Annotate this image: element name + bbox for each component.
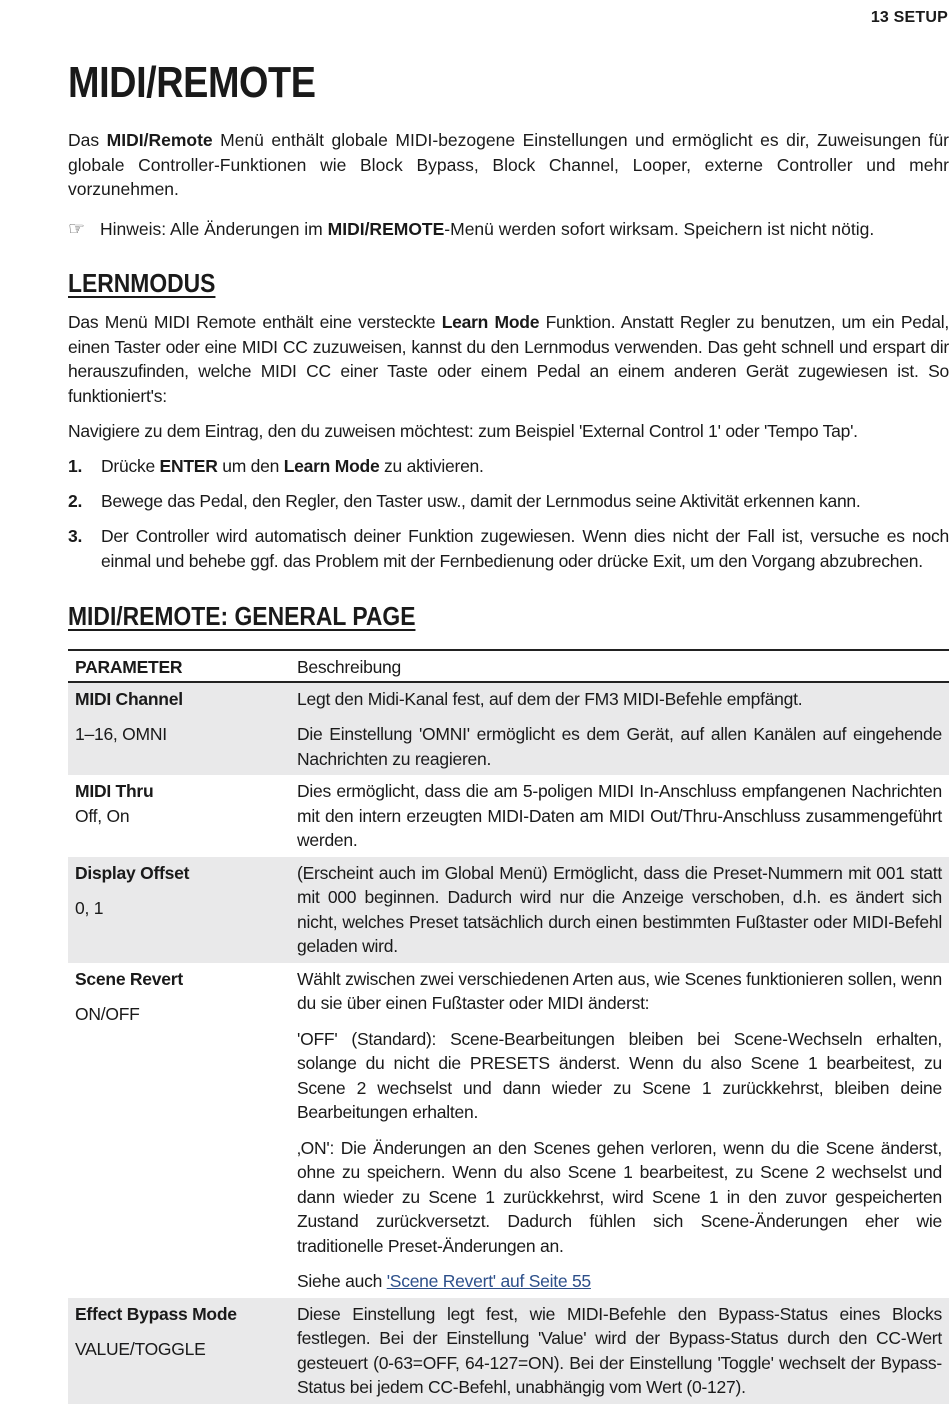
column-header-description: Beschreibung <box>290 650 949 682</box>
table-row <box>68 963 949 1298</box>
learn-paragraph-1 <box>68 310 949 408</box>
intro-paragraph <box>68 128 949 202</box>
step-number: 1. <box>68 456 83 476</box>
learn-p1-bold: Learn Mode <box>441 312 540 332</box>
table-row <box>68 857 949 963</box>
description-text: Diese Einstellung legt fest, wie MIDI-Befehle den Bypass-Status eines Blocks festlegen. Bei der Einstellung 'Value' wird der Bypass-Status durch den CC-Wert gesteuert (0-63=OFF, 64-127=ON). Bei der Einstellung 'Toggle' wechselt der Bypass-Status bei jedem CC-Befehl, unabhängig vom Wert (0-127). <box>297 1303 942 1397</box>
step-text: Bewege das Pedal, den Regler, den Taster usw., damit der Lernmodus seine Aktivität erkennen kann. <box>101 491 861 511</box>
step-text-mid: um den <box>217 456 284 476</box>
description-text: (Erscheint auch im Global Menü) Ermöglicht, dass die Preset-Nummern mit 001 statt mit 000 beginnen. Dadurch wird nur die Anzeige verschoben, d.h. es ändert sich nicht, welches Preset tatsächlich durch einen bestimmten Fußtaster oder MIDI-Befehl geladen wird. <box>297 862 942 956</box>
param-values: VALUE/TOGGLE <box>75 1339 206 1359</box>
column-header-parameter: PARAMETER <box>68 650 290 682</box>
description-text: 'OFF' (Standard): Scene-Bearbeitungen bleiben bei Scene-Wechseln erhalten, solange du nicht die PRESETS änderst. Wenn du also Scene 1 bearbeitest, zu Scene 2 wechselst und dann wieder zu Scene 1 zurückkehrst, bleiben deine Bearbeitungen erhalten. <box>297 1028 942 1122</box>
learn-paragraph-2: Navigiere zu dem Eintrag, den du zuweisen möchtest: zum Beispiel 'External Control 1' oder 'Tempo Tap'. <box>68 421 858 441</box>
param-values: 0, 1 <box>75 898 104 918</box>
list-item <box>68 454 949 479</box>
learn-p1-pre: Das Menü MIDI Remote enthält eine versteckte <box>68 312 442 332</box>
param-name: MIDI Thru <box>75 781 154 801</box>
step-text-pre: Drücke <box>101 456 160 476</box>
list-item <box>68 524 949 573</box>
param-cell <box>68 775 290 857</box>
chapter-header: 13 SETUP <box>870 9 948 26</box>
note-bold: MIDI/REMOTE <box>327 219 445 239</box>
description-text: Die Einstellung 'OMNI' ermöglicht es dem Gerät, auf allen Kanälen auf eingehende Nachrichten zu reagieren. <box>297 724 942 769</box>
note-text-pre: Hinweis: Alle Änderungen im <box>100 219 328 239</box>
description-text: Dies ermöglicht, dass die am 5-poligen MIDI In-Anschluss empfangenen Nachrichten mit den intern erzeugten MIDI-Daten am MIDI Out/Thru-Anschluss zusammengeführt werden. <box>297 781 942 850</box>
param-name: Display Offset <box>75 862 190 883</box>
intro-bold: MIDI/Remote <box>106 130 213 150</box>
param-values: Off, On <box>75 805 130 826</box>
description-cell <box>290 1298 949 1404</box>
see-also-line <box>297 1269 942 1294</box>
description-cell <box>290 963 949 1298</box>
list-item <box>68 489 949 514</box>
param-values: 1–16, OMNI <box>75 724 167 744</box>
table-row <box>68 775 949 857</box>
description-text: ‚ON': Die Änderungen an den Scenes gehen verloren, wenn du die Scene änderst, ohne zu speichern. Wenn du also Scene 1 bearbeitest, zu Scene 2 wechselst und dann wieder zu Scene 1 zurückkehrst, wird Scene 1 in den zuvor gespeicherten Zustand zurückversetzt. Dadurch fühlen sich Scene-Änderungen eher wie traditionelle Preset-Änderungen an. <box>297 1137 942 1256</box>
param-name: Effect Bypass Mode <box>75 1303 237 1324</box>
param-cell <box>68 963 290 1298</box>
param-values: ON/OFF <box>75 1004 140 1024</box>
scene-revert-link[interactable]: 'Scene Revert' auf Seite 55 <box>386 1271 591 1291</box>
step-number: 2. <box>68 491 83 511</box>
note-line <box>68 217 949 242</box>
description-cell <box>290 857 949 963</box>
step-bold-learn-mode: Learn Mode <box>283 456 380 476</box>
section-heading-learn-mode: LERNMODUS <box>68 268 216 298</box>
learn-steps-list <box>68 454 949 584</box>
table-row <box>68 1298 949 1404</box>
intro-text-pre: Das <box>68 130 107 150</box>
step-text: Der Controller wird automatisch deiner Funktion zugewiesen. Wenn dies nicht der Fall ist, versuche es noch einmal und behebe ggf. das Problem mit der Fernbedienung oder drücke Exit, um den Vorgang abzubrechen. <box>101 526 949 571</box>
param-name: Scene Revert <box>75 968 183 989</box>
step-bold-enter: ENTER <box>159 456 218 476</box>
note-text-post: -Menü werden sofort wirksam. Speichern ist nicht nötig. <box>444 219 875 239</box>
table-row <box>68 682 949 776</box>
pointing-hand-icon: ☞ <box>68 219 86 240</box>
description-cell <box>290 775 949 857</box>
learn-p1-post: Funktion. Anstatt Regler zu benutzen, um ein Pedal, einen Taster oder eine MIDI CC zuzuweisen, kannst du den Lernmodus verwenden. Das geht schnell und erspart dir herauszufinden, welche MIDI CC einer Taste oder einem Pedal an einem anderen Gerät zugewiesen ist. So funktioniert's: <box>68 312 949 406</box>
param-name: MIDI Channel <box>75 688 183 709</box>
step-number: 3. <box>68 526 83 546</box>
param-cell <box>68 857 290 963</box>
page-title: MIDI/REMOTE <box>68 58 316 107</box>
description-cell <box>290 682 949 776</box>
description-text: Wählt zwischen zwei verschiedenen Arten aus, wie Scenes funktionieren sollen, wenn du sie über einen Fußtaster oder MIDI änderst: <box>297 968 942 1013</box>
param-cell <box>68 1298 290 1404</box>
section-heading-general-page: MIDI/REMOTE: GENERAL PAGE <box>68 601 416 631</box>
intro-text-post: Menü enthält globale MIDI-bezogene Einstellungen und ermöglicht es dir, Zuweisungen für globale Controller-Funktionen wie Block Bypass, Block Channel, Looper, externe Controller und mehr vorzunehmen. <box>68 130 950 199</box>
see-also-text: Siehe auch <box>297 1271 387 1291</box>
table-header-row <box>68 650 949 682</box>
param-cell <box>68 682 290 776</box>
description-text: Legt den Midi-Kanal fest, auf dem der FM3 MIDI-Befehle empfängt. <box>297 688 803 709</box>
parameter-table <box>68 649 949 1404</box>
step-text-post: zu aktivieren. <box>379 456 484 476</box>
